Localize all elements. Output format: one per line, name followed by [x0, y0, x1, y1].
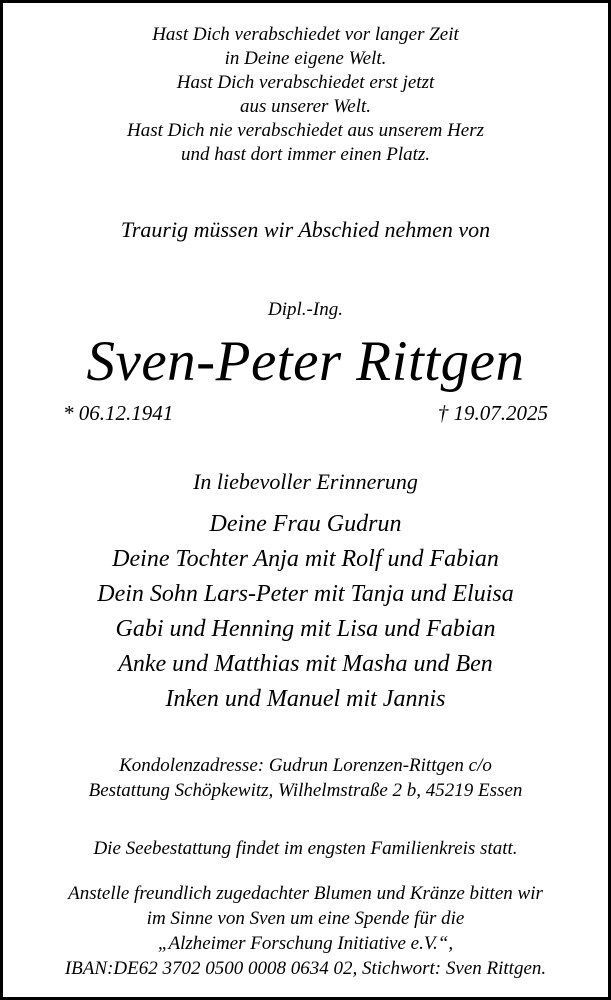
- donation-line: IBAN:DE62 3702 0500 0008 0634 02, Stichwort: Sven Rittgen.: [64, 958, 547, 979]
- donation-line: im Sinne von Sven um eine Spende für die: [146, 908, 465, 929]
- mourner-line: Anke und Matthias mit Masha und Ben: [118, 651, 493, 677]
- mourner-line: Gabi und Henning mit Lisa und Fabian: [115, 616, 496, 642]
- poem-line: und hast dort immer einen Platz.: [180, 144, 431, 165]
- mourner-line: Dein Sohn Lars-Peter mit Tanja und Eluisa: [97, 581, 514, 607]
- deceased-name: Sven-Peter Rittgen: [86, 330, 525, 393]
- poem-line: Hast Dich nie verabschiedet aus unserem Herz: [126, 120, 485, 141]
- poem-line: in Deine eigene Welt.: [224, 48, 387, 69]
- poem-line: Hast Dich verabschiedet vor langer Zeit: [152, 24, 459, 45]
- address-line: Bestattung Schöpkewitz, Wilhelmstraße 2 b, 45219 Essen: [88, 780, 523, 801]
- burial-note: Die Seebestattung findet im engsten Familienkreis statt.: [93, 838, 518, 859]
- donation-line: „Alzheimer Forschung Initiative e.V.“,: [157, 933, 454, 954]
- mourner-line: Inken und Manuel mit Jannis: [165, 686, 446, 712]
- birth-date: * 06.12.1941: [63, 401, 174, 425]
- mourner-line: Deine Frau Gudrun: [209, 511, 402, 537]
- academic-title: Dipl.-Ing.: [268, 299, 343, 320]
- death-date: † 19.07.2025: [437, 401, 548, 425]
- donation-line: Anstelle freundlich zugedachter Blumen und Kränze bitten wir: [68, 883, 543, 904]
- memory-heading: In liebevoller Erinnerung: [193, 469, 418, 494]
- intro-text: Traurig müssen wir Abschied nehmen von: [120, 217, 491, 242]
- poem-line: aus unserer Welt.: [239, 96, 372, 117]
- address-line: Kondolenzadresse: Gudrun Lorenzen-Rittgen c/o: [119, 755, 492, 776]
- poem-line: Hast Dich verabschiedet erst jetzt: [176, 72, 435, 93]
- mourner-line: Deine Tochter Anja mit Rolf und Fabian: [112, 546, 499, 572]
